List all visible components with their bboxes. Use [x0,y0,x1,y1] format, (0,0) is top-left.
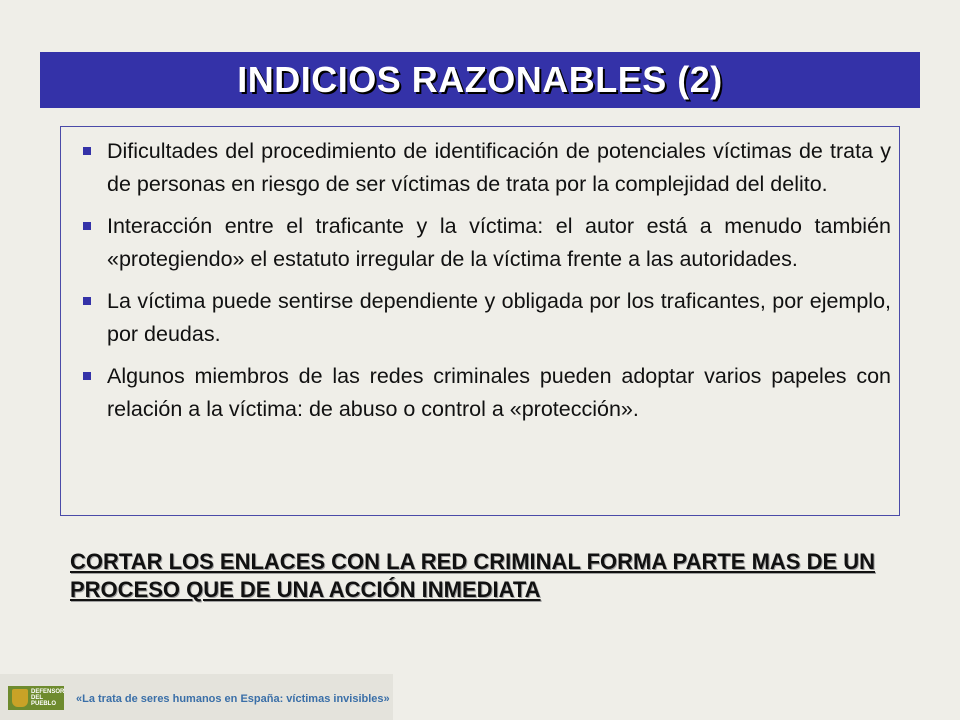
bullet-text: La víctima puede sentirse dependiente y obligada por los traficantes, por ejemplo, por deudas. [107,289,891,346]
bullet-text: Algunos miembros de las redes criminales pueden adoptar varios papeles con relación a la víctima: de abuso o control a «protección». [107,364,891,421]
bullet-text: Dificultades del procedimiento de identificación de potenciales víctimas de trata y de personas en riesgo de ser víctimas de trata por la complejidad del delito. [107,139,891,196]
bullet-item [73,285,891,350]
logo-text: DEFENSOR DEL PUEBLO [31,689,65,707]
slide-title: INDICIOS RAZONABLES (2) [237,59,723,100]
title-bar [40,52,920,108]
bullet-item [73,135,891,200]
bullet-item [73,210,891,275]
bullet-item [73,360,891,425]
square-bullet-icon [83,297,91,305]
footer [0,674,393,720]
square-bullet-icon [83,147,91,155]
bullet-list [73,135,891,425]
content-box [60,126,900,516]
square-bullet-icon [83,372,91,380]
highlight-statement: CORTAR LOS ENLACES CON LA RED CRIMINAL FORMA PARTE MAS DE UN PROCESO QUE DE UNA ACCIÓN INMEDIATA [70,549,876,602]
footer-caption: «La trata de seres humanos en España: víctimas invisibles» [76,693,390,705]
defensor-del-pueblo-logo [8,686,64,710]
coat-of-arms-icon [12,689,28,707]
square-bullet-icon [83,222,91,230]
bullet-text: Interacción entre el traficante y la víctima: el autor está a menudo también «protegiendo» el estatuto irregular de la víctima frente a las autoridades. [107,214,891,271]
